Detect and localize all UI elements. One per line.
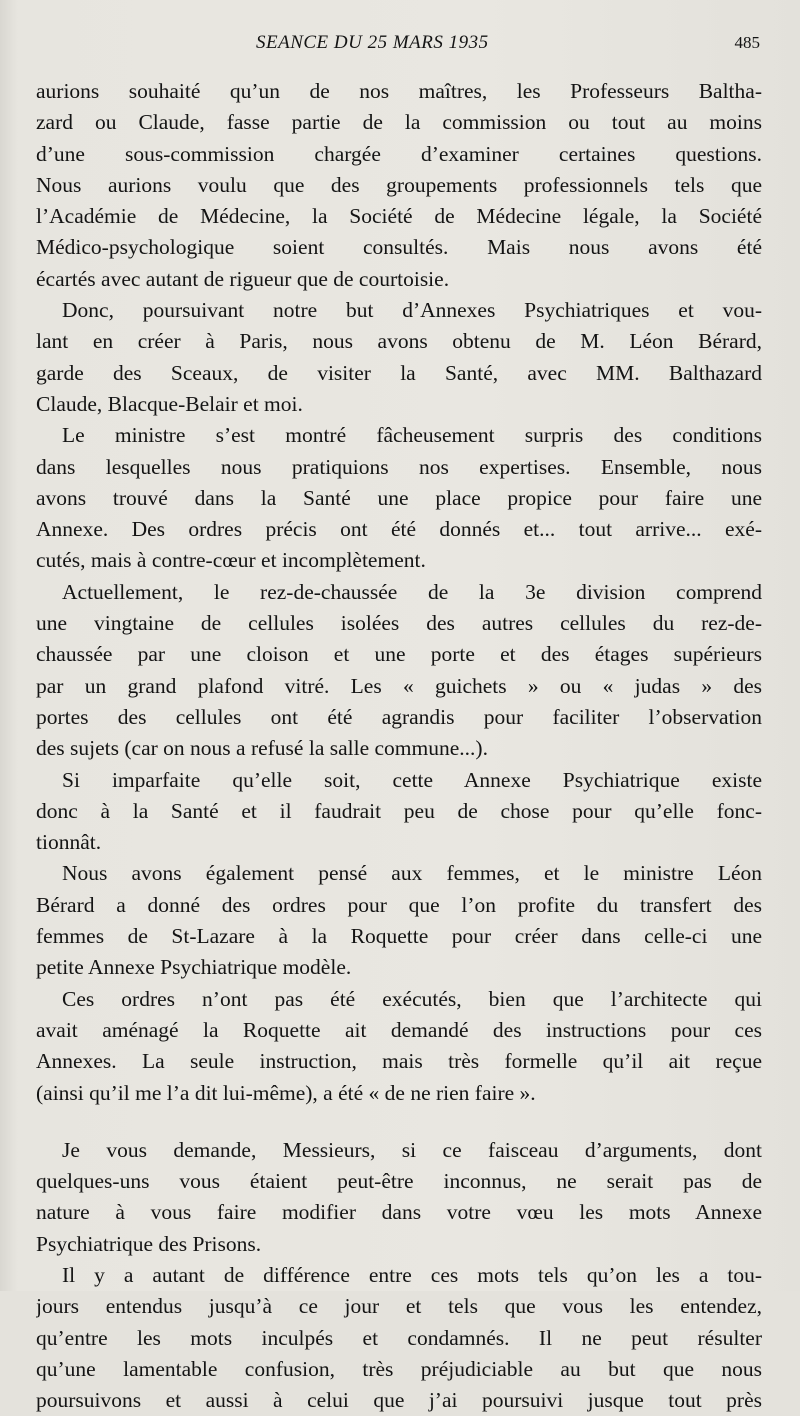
text-line: Si imparfaite qu’elle soit, cette Annexe Psychiatrique existe (62, 767, 762, 792)
running-header (0, 32, 800, 56)
text-line: Le ministre s’est montré fâcheusement surpris des conditions (62, 423, 762, 448)
paragraph (36, 295, 762, 420)
text-line: d’une sous-commission chargée d’examiner certaines questions. (36, 141, 762, 166)
body-text (36, 76, 762, 1416)
paragraph (36, 1260, 762, 1416)
paragraph (36, 76, 762, 295)
text-line: donc à la Santé et il faudrait peu de chose pour qu’elle fonc- (36, 798, 762, 823)
text-line: Ces ordres n’ont pas été exécutés, bien que l’architecte qui (62, 986, 762, 1011)
text-line: écartés avec autant de rigueur que de courtoisie. (36, 266, 450, 291)
text-line: aurions souhaité qu’un de nos maîtres, les Professeurs Baltha- (36, 79, 762, 103)
text-line: une vingtaine de cellules isolées des autres cellules du rez-de- (36, 611, 762, 636)
text-line: lant en créer à Paris, nous avons obtenu de M. Léon Bérard, (36, 329, 762, 354)
text-line: Médico-psychologique soient consultés. Mais nous avons été (36, 235, 762, 260)
page-number: 485 (734, 33, 760, 52)
text-line: poursuivons et aussi à celui que j’ai poursuivi jusque tout près (36, 1388, 762, 1413)
text-line: Actuellement, le rez-de-chaussée de la 3e division comprend (62, 579, 762, 604)
paragraph (36, 577, 762, 765)
text-line: qu’entre les mots inculpés et condamnés. Il ne peut résulter (36, 1325, 762, 1350)
text-line: petite Annexe Psychiatrique modèle. (36, 955, 352, 980)
text-line: cutés, mais à contre-cœur et incomplètement. (36, 548, 426, 573)
paragraph (36, 420, 762, 576)
text-line: Nous avons également pensé aux femmes, et le ministre Léon (62, 861, 762, 886)
text-line: garde des Sceaux, de visiter la Santé, avec MM. Balthazard (36, 360, 762, 385)
text-line: Je vous demande, Messieurs, si ce faisceau d’arguments, dont (62, 1137, 762, 1162)
text-line: par un grand plafond vitré. Les « guichets » ou « judas » des (36, 673, 762, 698)
text-line: (ainsi qu’il me l’a dit lui-même), a été « de ne rien faire ». (36, 1080, 536, 1105)
text-line: tionnât. (36, 830, 102, 855)
text-line: dans lesquelles nous pratiquions nos expertises. Ensemble, nous (36, 454, 762, 479)
paragraph (36, 1135, 762, 1260)
text-line: Nous aurions voulu que des groupements professionnels tels que (36, 172, 762, 197)
text-line: Claude, Blacque-Belair et moi. (36, 391, 303, 416)
text-line: chaussée par une cloison et une porte et des étages supérieurs (36, 642, 762, 667)
text-line: qu’une lamentable confusion, très préjudiciable au but que nous (36, 1356, 762, 1381)
text-line: avait aménagé la Roquette ait demandé des instructions pour ces (36, 1017, 762, 1042)
text-line: femmes de St-Lazare à la Roquette pour créer dans celle-ci une (36, 924, 762, 949)
text-line: avons trouvé dans la Santé une place propice pour faire une (36, 485, 762, 510)
running-title: SEANCE DU 25 MARS 1935 (256, 32, 489, 53)
text-line: jours entendus jusqu’à ce jour et tels que vous les entendez, (36, 1294, 762, 1319)
text-line: Annexes. La seule instruction, mais très formelle qu’il ait reçue (36, 1049, 762, 1074)
section-gap (36, 1109, 762, 1135)
text-line: des sujets (car on nous a refusé la salle commune...). (36, 736, 488, 761)
text-line: Bérard a donné des ordres pour que l’on profite du transfert des (36, 892, 762, 917)
paragraph (36, 858, 762, 983)
text-line: Psychiatrique des Prisons. (36, 1231, 262, 1256)
text-line: zard ou Claude, fasse partie de la commission ou tout au moins (36, 110, 762, 135)
text-line: Annexe. Des ordres précis ont été donnés et... tout arrive... exé- (36, 517, 762, 542)
text-line: portes des cellules ont été agrandis pour faciliter l’observation (36, 704, 762, 729)
paragraph (36, 765, 762, 859)
text-line: quelques-uns vous étaient peut-être inconnus, ne serait pas de (36, 1169, 762, 1194)
text-line: Il y a autant de différence entre ces mots tels qu’on les a tou- (62, 1262, 762, 1287)
text-line: nature à vous faire modifier dans votre vœu les mots Annexe (36, 1200, 762, 1225)
paragraph (36, 984, 762, 1109)
text-line: Donc, poursuivant notre but d’Annexes Psychiatriques et vou- (62, 298, 762, 323)
text-line: l’Académie de Médecine, la Société de Médecine légale, la Société (36, 204, 762, 229)
